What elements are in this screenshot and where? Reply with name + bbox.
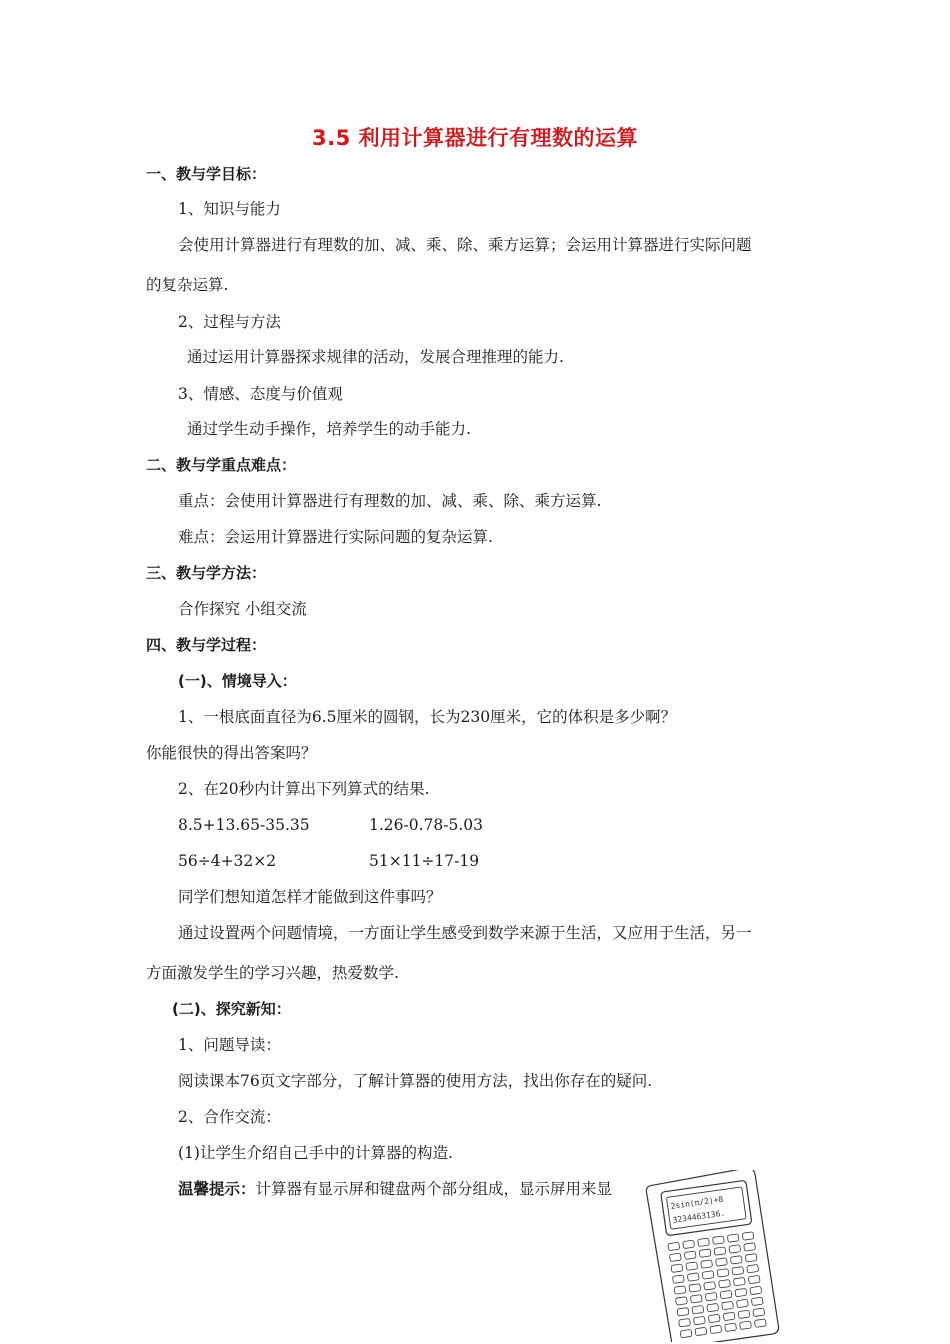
- expression-3: 56÷4+32×2: [178, 852, 277, 870]
- calculator-key: [722, 1301, 734, 1309]
- calculator-key: [687, 1273, 699, 1281]
- calculator-key: [707, 1303, 719, 1311]
- calculator-key: [742, 1232, 754, 1240]
- goal-paragraph-1b: 的复杂运算.: [146, 276, 229, 294]
- calculator-key: [730, 1256, 742, 1264]
- calculator-key: [695, 1327, 707, 1335]
- section-heading-keypoints: 二、教与学重点难点：: [146, 456, 297, 474]
- step-1: 1、问题导读：: [178, 1036, 281, 1054]
- reading-instruction: 阅读课本76页文字部分，了解计算器的使用方法，找出你存在的疑问.: [178, 1072, 653, 1090]
- calculator-key: [698, 1238, 710, 1246]
- calculator-key: [732, 1267, 744, 1275]
- calculator-illustration: [640, 1170, 780, 1342]
- calculator-key: [684, 1251, 696, 1259]
- goal-item-knowledge: 1、知识与能力: [178, 200, 281, 218]
- calculator-key: [729, 1245, 741, 1253]
- calculator-key: [668, 1242, 680, 1250]
- calculator-key: [719, 1280, 731, 1288]
- question-ask: 同学们想知道怎样才能做到这件事吗？: [178, 888, 442, 906]
- calculator-key: [677, 1308, 689, 1316]
- calculator-key: [671, 1264, 683, 1272]
- calculator-key: [725, 1323, 737, 1331]
- calculator-key: [704, 1282, 716, 1290]
- calculator-key: [727, 1234, 739, 1242]
- calculator-key: [753, 1308, 765, 1316]
- goal-paragraph-3: 通过学生动手操作，培养学生的动手能力.: [187, 420, 471, 438]
- calculator-key: [736, 1299, 748, 1307]
- section-heading-process: 四、教与学过程：: [146, 636, 267, 654]
- calculator-key: [686, 1262, 698, 1270]
- section-heading-methods: 三、教与学方法：: [146, 564, 267, 582]
- step-2: 2、合作交流：: [178, 1108, 281, 1126]
- section-heading-goals: 一、教与学目标：: [146, 165, 267, 183]
- expression-1: 8.5+13.65-35.35: [178, 816, 310, 834]
- question-1b: 你能很快的得出答案吗？: [146, 744, 317, 762]
- calculator-keypad: [668, 1232, 766, 1338]
- calculator-key: [717, 1269, 729, 1277]
- calculator-key: [710, 1325, 722, 1333]
- calculator-key: [735, 1288, 747, 1296]
- calculator-key: [750, 1286, 762, 1294]
- goal-item-attitude: 3、情感、态度与价值观: [178, 385, 343, 403]
- tip-label: 温馨提示：: [178, 1180, 256, 1198]
- calculator-key: [672, 1275, 684, 1283]
- calculator-key: [690, 1295, 702, 1303]
- tip-line: [178, 1178, 612, 1200]
- calculator-key: [676, 1297, 688, 1305]
- calculator-key: [701, 1260, 713, 1268]
- calculator-key: [708, 1314, 720, 1322]
- calculator-key: [669, 1253, 681, 1261]
- goal-paragraph-1a: 会使用计算器进行有理数的加、减、乘、除、乘方运算；会运用计算器进行实际问题: [178, 236, 752, 254]
- calculator-key: [745, 1254, 757, 1262]
- calculator-key: [744, 1243, 756, 1251]
- calculator-key: [716, 1258, 728, 1266]
- question-1a: 1、一根底面直径为6.5厘米的圆钢，长为230厘米，它的体积是多少啊？: [178, 708, 677, 726]
- tip-text: 计算器有显示屏和键盘两个部分组成，显示屏用来显: [255, 1180, 613, 1198]
- calculator-key: [740, 1321, 752, 1329]
- part2-heading: (二)、探究新知：: [172, 1000, 291, 1018]
- expression-2: 1.26-0.78-5.03: [369, 816, 484, 834]
- calculator-display-line1: 2sin(π/2)+8: [670, 1194, 724, 1211]
- calculator-display-line2: 3234463136.: [672, 1208, 726, 1225]
- calculator-key: [692, 1305, 704, 1313]
- calculator-key: [723, 1312, 735, 1320]
- key-point: 重点：会使用计算器进行有理数的加、减、乘、除、乘方运算.: [178, 492, 602, 510]
- calculator-key: [693, 1316, 705, 1324]
- question-2: 2、在20秒内计算出下列算式的结果.: [178, 780, 430, 798]
- calculator-key: [751, 1297, 763, 1305]
- calculator-key: [754, 1319, 766, 1327]
- calculator-key: [683, 1240, 695, 1248]
- calculator-key: [720, 1290, 732, 1298]
- calculator-key: [714, 1247, 726, 1255]
- expression-4: 51×11÷17-19: [369, 852, 480, 870]
- calculator-key: [705, 1293, 717, 1301]
- method-text: 合作探究 小组交流: [178, 600, 307, 618]
- goal-item-process: 2、过程与方法: [178, 313, 281, 331]
- difficulty-point: 难点：会运用计算器进行实际问题的复杂运算.: [178, 528, 493, 546]
- part1-heading: (一)、情境导入：: [178, 672, 297, 690]
- note-paragraph-a: 通过设置两个问题情境，一方面让学生感受到数学来源于生活，又应用于生活，另一: [178, 924, 752, 942]
- calculator-key: [712, 1236, 724, 1244]
- sub-step-1: (1)让学生介绍自己手中的计算器的构造.: [178, 1144, 453, 1162]
- calculator-key: [748, 1275, 760, 1283]
- note-paragraph-b: 方面激发学生的学习兴趣，热爱数学.: [146, 964, 399, 982]
- goal-paragraph-2: 通过运用计算器探求规律的活动，发展合理推理的能力.: [187, 348, 564, 366]
- calculator-key: [689, 1284, 701, 1292]
- calculator-key: [680, 1329, 692, 1337]
- calculator-key: [702, 1271, 714, 1279]
- calculator-key: [674, 1286, 686, 1294]
- calculator-key: [679, 1318, 691, 1326]
- calculator-key: [699, 1249, 711, 1257]
- document-title: 3.5 利用计算器进行有理数的运算: [311, 126, 638, 150]
- calculator-key: [747, 1264, 759, 1272]
- calculator-key: [733, 1277, 745, 1285]
- calculator-key: [738, 1310, 750, 1318]
